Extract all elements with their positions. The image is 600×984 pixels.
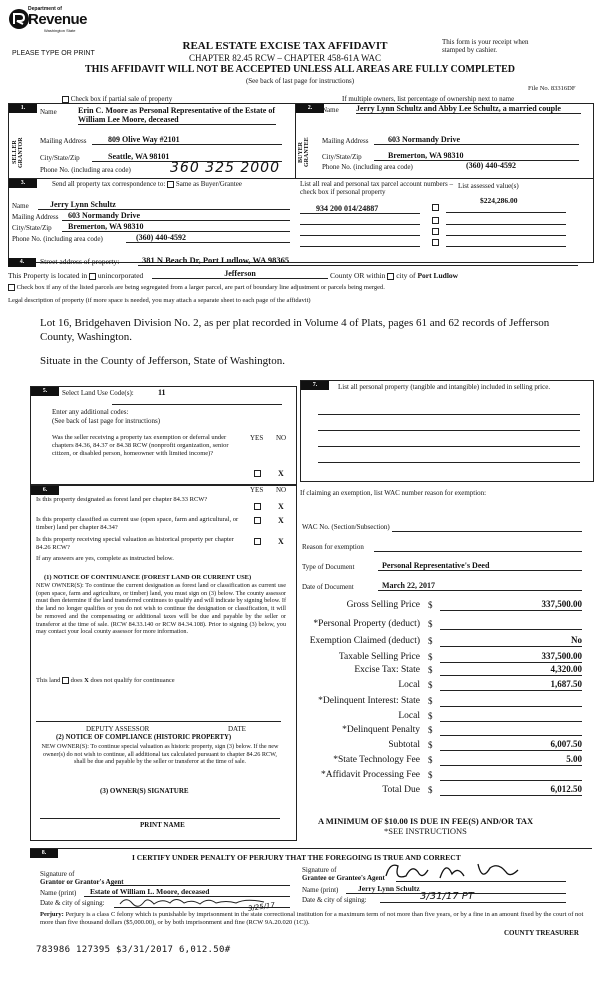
please-type: PLEASE TYPE OR PRINT (12, 50, 95, 57)
same-as-buyer-checkbox[interactable] (167, 181, 174, 188)
calc-currency-12: $ (428, 785, 433, 795)
land-use-label: Select Land Use Code(s): (62, 389, 134, 397)
form-see-back: (See back of last page for instructions) (245, 77, 355, 85)
personal-property-label: List all personal property (tangible and intangible) included in selling price. (338, 383, 551, 391)
notice-1-body: NEW OWNER(S): To continue the current designation as forest land or classification as current use (open space, farm and agriculture, or timber) land, you must sign on (3) below. The county assessor must then determine if the land transferred continues to qualify and will indicate by signing below. If the land no longer qualifies or you do not wish to continue the designation or classification, it will be removed and the compensating or additional taxes will be due and payable by the seller or transferor at the time of sale. (RCW 84.33.140 or RCW 84.34.108). Prior to signing (3) below, you may contact your local county assessor for more information. (36, 582, 286, 636)
section-4-number: 4. (8, 258, 36, 267)
partial-sale-row (62, 95, 172, 103)
grantee-date-label: Date & city of signing: (302, 896, 367, 904)
within-label: within (366, 271, 386, 280)
if-yes-note: If any answers are yes, complete as instructed below. (36, 555, 174, 562)
calc-currency-11: $ (428, 770, 433, 780)
seller-vertical-label: SELLER GRANTOR (12, 137, 24, 168)
perjury-notice (40, 911, 586, 927)
calc-value-5[interactable]: 1,687.50 (440, 679, 582, 691)
calc-currency-2: $ (428, 636, 433, 646)
parcel-label: List all real and personal tax parcel account numbers – check box if personal property (300, 180, 453, 196)
land-use-yes-header: YES (250, 434, 264, 442)
tax-corr-phone[interactable]: (360) 440-4592 (126, 233, 290, 243)
grantee-date-handwritten[interactable]: 3/31/17 PT (380, 891, 566, 903)
legal-description-2[interactable]: Situate in the County of Jefferson, State of Washington. (40, 355, 285, 367)
tax-corr-row (52, 180, 242, 188)
parcel-3-personal-checkbox[interactable] (432, 228, 439, 235)
this-land-label: This land (36, 677, 61, 684)
forest-land-question: Is this property designated as forest land per chapter 84.33 RCW? (36, 496, 208, 503)
calc-value-2[interactable]: No (440, 635, 582, 647)
calc-label-5: Local (398, 680, 420, 690)
grantor-name-label: Name (print) (40, 889, 77, 897)
calc-label-0: Gross Selling Price (346, 600, 420, 610)
form-title: REAL ESTATE EXCISE TAX AFFIDAVIT (182, 40, 388, 52)
logo-word: Revenue (28, 11, 88, 28)
land-use-no-header: NO (276, 434, 287, 442)
calc-label-10: *State Technology Fee (333, 755, 420, 765)
seller-phone-label: Phone No. (including area code) (40, 166, 131, 174)
notice-2-title: (2) NOTICE OF COMPLIANCE (HISTORIC PROPERTY) (56, 734, 232, 741)
calc-value-6[interactable] (440, 695, 582, 707)
seller-address-label: Mailing Address (40, 137, 87, 145)
deputy-assessor-label: DEPUTY ASSESSOR (86, 725, 150, 733)
calc-value-3[interactable]: 337,500.00 (440, 651, 582, 663)
calc-value-9[interactable]: 6,007.50 (440, 739, 582, 751)
calc-label-11: *Affidavit Processing Fee (320, 770, 420, 780)
calc-label-3: Taxable Selling Price (338, 652, 420, 662)
calc-label-6: *Delinquent Interest: State (318, 696, 420, 706)
form-chapter: CHAPTER 82.45 RCW – CHAPTER 458-61A WAC (189, 53, 381, 63)
grantee-sig-of: Signature of (302, 866, 337, 874)
section-1-number: 1. (9, 104, 37, 113)
parcel-number[interactable]: 934 200 014/24887 (300, 204, 420, 214)
land-use-see-back: (See back of last page for instructions) (52, 417, 161, 425)
buyer-name[interactable]: Jerry Lynn Schultz and Abby Lee Schultz, a married couple (356, 104, 581, 114)
buyer-name-label: Name (322, 106, 339, 114)
parcel-1-personal-checkbox[interactable] (432, 204, 439, 211)
grantor-signature-scribble-icon (118, 894, 268, 908)
located-in-label: This Property is located in (8, 271, 88, 280)
county-name[interactable]: Jefferson (152, 269, 328, 279)
receipt-note: This form is your receipt when stamped by cashier. (442, 38, 529, 54)
grantor-date-handwritten[interactable]: 3/25/17 (247, 901, 276, 913)
notice-2-body: NEW OWNER(S): To continue special valuation as historic property, sign (3) below. If the new owner(s) do not wish to continue, all additional tax calculated pursuant to chapter 84.26 RCW, shall be due and payable by the seller or transferor at the time of sale. (41, 743, 279, 766)
same-as-buyer-label: Same as Buyer/Grantee (175, 180, 242, 188)
wac-claim-label: If claiming an exemption, list WAC number reason for exemption: (300, 489, 487, 497)
buyer-phone[interactable]: (360) 440-4592 (466, 161, 516, 170)
county-or-label: County OR (330, 271, 365, 280)
does-qualify-checkbox[interactable] (62, 677, 69, 684)
sec6-yes-header: YES (250, 486, 264, 494)
section-7-number: 7. (301, 381, 329, 390)
see-instructions-note: *SEE INSTRUCTIONS (384, 826, 467, 836)
street-address[interactable]: 381 N Beach Dr, Port Ludlow, WA 98365 (138, 255, 578, 266)
segregated-checkbox[interactable] (8, 284, 15, 291)
county-or-row (330, 271, 458, 280)
grantor-signature-line[interactable] (110, 885, 290, 886)
unincorporated-checkbox[interactable] (89, 273, 96, 280)
calc-value-4[interactable]: 4,320.00 (440, 664, 582, 676)
exemption-question: Was the seller receiving a property tax exemption or deferral under chapters 84.36, 84.37 or 84.38 RCW (nonprofit organization, senior citizen, or disabled person, homeowner with limited income)? (52, 434, 229, 457)
current-use-yes-checkbox[interactable] (254, 517, 261, 524)
calc-label-8: *Delinquent Penalty (342, 725, 420, 735)
calc-currency-7: $ (428, 711, 433, 721)
calc-currency-9: $ (428, 740, 433, 750)
legal-label: Legal description of property (if more space is needed, you may attach a separate sheet to each page of the affidavit) (8, 297, 311, 304)
form-warning: THIS AFFIDAVIT WILL NOT BE ACCEPTED UNLESS ALL AREAS ARE FULLY COMPLETED (84, 64, 516, 75)
tax-corr-address[interactable]: 603 Normandy Drive (62, 211, 290, 221)
multiple-owners-note: If multiple owners, list percentage of ownership next to name (342, 95, 515, 103)
calc-value-0[interactable]: 337,500.00 (440, 599, 582, 611)
exemption-no-mark[interactable]: X (278, 469, 284, 478)
calc-label-12: Total Due (382, 785, 420, 795)
exemption-reason-label: Reason for exemption (302, 543, 364, 551)
city-checkbox[interactable] (387, 273, 394, 280)
forest-no-mark[interactable]: X (278, 502, 284, 511)
historic-yes-checkbox[interactable] (254, 538, 261, 545)
calc-value-1[interactable] (440, 618, 582, 630)
perjury-label: Perjury: (40, 911, 64, 918)
grantor-name[interactable]: Estate of William L. Moore, deceased (84, 887, 290, 897)
partial-sale-checkbox[interactable] (62, 96, 69, 103)
buyer-address-label: Mailing Address (322, 137, 369, 145)
doc-date[interactable]: March 22, 2017 (378, 581, 582, 591)
tax-corr-city[interactable]: Bremerton, WA 98310 (62, 222, 290, 232)
grantor-date-label: Date & city of signing: (40, 899, 105, 907)
certify-statement: I CERTIFY UNDER PENALTY OF PERJURY THAT THE FOREGOING IS TRUE AND CORRECT (132, 853, 461, 862)
calc-currency-5: $ (428, 680, 433, 690)
parcel-4-personal-checkbox[interactable] (432, 239, 439, 246)
doc-type[interactable]: Personal Representative's Deed (378, 561, 582, 571)
seller-name[interactable]: Erin C. Moore as Personal Representative of the Estate of William Lee Moore, deceased (78, 106, 275, 124)
calc-currency-3: $ (428, 652, 433, 662)
city-name[interactable]: Port Ludlow (417, 271, 459, 280)
calc-label-1: *Personal Property (deduct) (313, 619, 420, 629)
located-row (8, 271, 143, 280)
wac-number-label: WAC No. (Section/Subsection) (302, 523, 390, 531)
does-not-label: does not qualify for continuance (90, 677, 175, 684)
deputy-date-label: DATE (228, 725, 246, 733)
section-3-number: 3. (9, 179, 37, 188)
does-not-qualify-mark[interactable]: X (84, 677, 89, 684)
calc-currency-10: $ (428, 755, 433, 765)
calc-currency-8: $ (428, 725, 433, 735)
section-8-number: 8. (30, 849, 58, 858)
notice-1-title: (1) NOTICE OF CONTINUANCE (FOREST LAND OR CURRENT USE) (44, 574, 252, 581)
exemption-yes-checkbox[interactable] (254, 470, 261, 477)
wac-number-field[interactable] (392, 531, 582, 532)
calc-currency-1: $ (428, 619, 433, 629)
logo-dept: Department of (28, 6, 62, 12)
assessed-value[interactable]: $224,286.00 (480, 196, 518, 205)
tax-corr-label: Send all property tax correspondence to: (52, 180, 166, 188)
buyer-city[interactable]: Bremerton, WA 98310 (374, 151, 579, 161)
seller-name-label: Name (40, 108, 57, 116)
owner-signature-line[interactable] (40, 818, 280, 819)
grantee-agent-label: Grantee or Grantee's Agent (302, 874, 385, 882)
current-use-question: Is this property classified as current use (open space, farm and agricultural, or timber) land per chapter 84.34? (36, 516, 239, 531)
segregated-row (8, 284, 385, 291)
unincorporated-label: unincorporated (97, 271, 144, 280)
continuance-row (36, 677, 175, 684)
county-treasurer-label: COUNTY TREASURER (504, 929, 579, 937)
tax-corr-name-label: Name (12, 202, 29, 210)
does-label: does (70, 677, 83, 684)
calc-currency-4: $ (428, 665, 433, 675)
tax-corr-phone-label: Phone No. (including area code) (12, 235, 103, 243)
calc-value-12[interactable]: 6,012.50 (440, 784, 582, 796)
buyer-city-label: City/State/Zip (322, 153, 362, 161)
forest-yes-checkbox[interactable] (254, 503, 261, 510)
cashier-stamp: 783986 127395 $3/31/2017 6,012.50# (36, 945, 231, 955)
revenue-logo-icon (8, 8, 30, 30)
section-2-number: 2. (296, 104, 324, 113)
calc-value-8[interactable] (440, 724, 582, 736)
parcel-2-personal-checkbox[interactable] (432, 217, 439, 224)
seller-city-label: City/State/Zip (40, 154, 80, 162)
calc-label-2: Exemption Claimed (deduct) (309, 636, 420, 646)
logo-state: Washington State (44, 28, 76, 33)
grantee-signature-icon (382, 858, 522, 884)
legal-description-1[interactable]: Lot 16, Bridgehaven Division No. 2, as per plat recorded in Volume 4 of Plats, pages 61 and 62 records of Jefferson County, Washington. (40, 317, 550, 343)
owner-signature-label: (3) OWNER(S) SIGNATURE (100, 787, 189, 795)
historic-no-mark[interactable]: X (278, 537, 284, 546)
partial-sale-label: Check box if partial sale of property (70, 95, 173, 103)
calc-currency-6: $ (428, 696, 433, 706)
segregated-label: Check box if any of the listed parcels are being segregated from a larger parcel, are part of boundary line adjustment or parcels being merged. (16, 284, 385, 291)
section-6-number: 6. (31, 486, 59, 495)
buyer-phone-label: Phone No. (including area code) (322, 163, 413, 171)
minimum-note: A MINIMUM OF $10.00 IS DUE IN FEE(S) AND/OR TAX (318, 816, 534, 826)
buyer-address[interactable]: 603 Normandy Drive (374, 135, 579, 145)
current-use-no-mark[interactable]: X (278, 516, 284, 525)
land-use-code[interactable]: 11 (158, 388, 166, 397)
tax-corr-name[interactable]: Jerry Lynn Schultz (38, 200, 290, 210)
calc-value-10[interactable]: 5.00 (440, 754, 582, 766)
file-number: File No. 83316DF (528, 85, 576, 92)
tax-corr-address-label: Mailing Address (12, 213, 59, 221)
grantor-agent-label: Grantor or Grantor's Agent (40, 878, 124, 886)
historic-question: Is this property receiving special valuation as historical property per chapter 84.26 RCW? (36, 536, 234, 551)
seller-address[interactable]: 809 Olive Way #2101 (92, 135, 282, 145)
calc-label-9: Subtotal (388, 740, 420, 750)
buyer-vertical-label: BUYER GRANTEE (298, 137, 310, 168)
calc-label-7: Local (398, 711, 420, 721)
exemption-reason-field[interactable] (374, 551, 582, 552)
section-7-box (300, 380, 594, 482)
doc-date-label: Date of Document (302, 583, 354, 591)
grantee-name-label: Name (print) (302, 886, 339, 894)
additional-codes-field[interactable] (112, 404, 282, 405)
doc-type-label: Type of Document (302, 563, 355, 571)
calc-value-11[interactable] (440, 769, 582, 781)
perjury-text: Perjury is a class C felony which is punishable by imprisonment in the state correctional institution for a maximum term of not more than five years, or by a fine in an amount fixed by the court of not more than five thousand dollars ($5,000.00), or by both imprisonment and fine (RCW 9A.20.020 (1C)). (40, 911, 584, 926)
sec6-no-header: NO (276, 486, 287, 494)
calc-currency-0: $ (428, 600, 433, 610)
grantor-sig-of: Signature of (40, 870, 75, 878)
calc-value-7[interactable] (440, 710, 582, 722)
grantee-name[interactable]: Jerry Lynn Schultz (346, 884, 566, 894)
section-5-number: 5. (31, 387, 59, 396)
seller-city[interactable]: Seattle, WA 98101 (92, 152, 282, 162)
assessed-label: List assessed value(s) (458, 182, 519, 190)
city-of-label: city of (396, 271, 416, 280)
tax-corr-city-label: City/State/Zip (12, 224, 52, 232)
street-label: Street address of property: (40, 257, 120, 266)
dor-logo (8, 6, 88, 34)
seller-phone-handwritten[interactable]: 360 325 2000 (170, 160, 280, 176)
print-name-label: PRINT NAME (140, 821, 185, 829)
additional-codes-label: Enter any additional codes: (52, 408, 129, 416)
calc-label-4: Excise Tax: State (354, 665, 420, 675)
